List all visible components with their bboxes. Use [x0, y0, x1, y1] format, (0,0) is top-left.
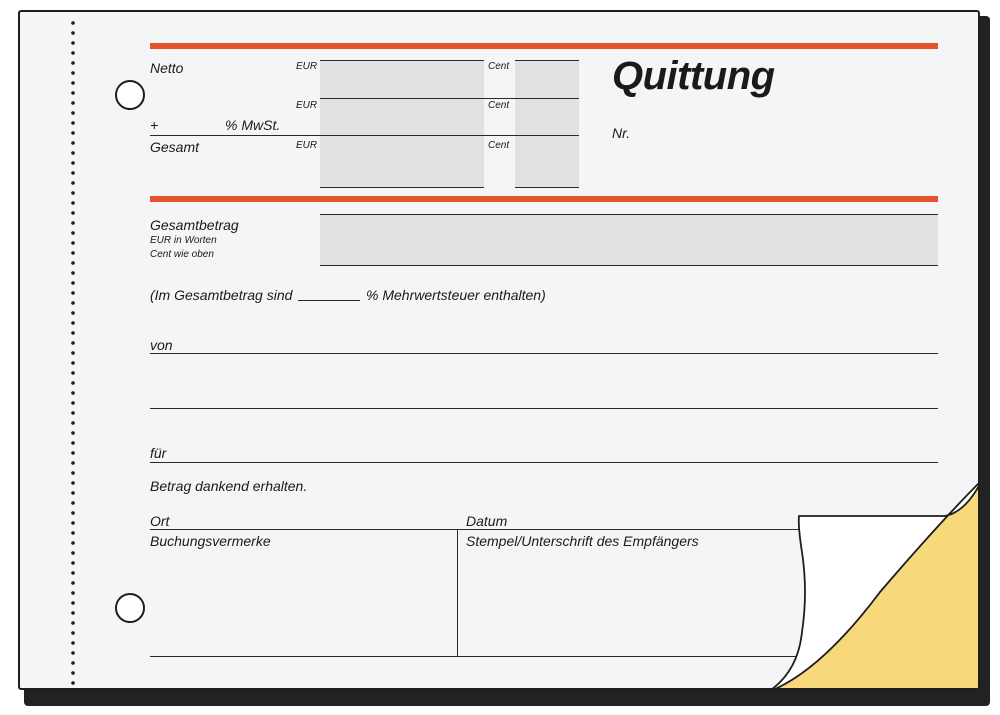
- datum-label: Datum: [466, 513, 508, 529]
- cent-as-above-label: Cent wie oben: [150, 249, 214, 260]
- stempel-label: Stempel/Unterschrift des Empfängers: [466, 533, 699, 549]
- eur-label-netto: EUR: [296, 61, 318, 72]
- tax-note-prefix: (Im Gesamtbetrag sind: [150, 287, 293, 303]
- von-label: von: [150, 337, 173, 353]
- page-curl: [20, 12, 980, 690]
- eur-in-words-label: EUR in Worten: [150, 235, 217, 246]
- tax-note-suffix: % Mehrwertsteuer enthalten): [366, 287, 546, 303]
- plus-label: +: [150, 117, 159, 133]
- cent-label-mwst: Cent: [488, 100, 510, 111]
- thanks-text: Betrag dankend erhalten.: [150, 478, 308, 494]
- fuer-label: für: [150, 445, 167, 461]
- netto-label: Netto: [150, 60, 184, 76]
- mwst-label: % MwSt.: [225, 117, 281, 133]
- buchungsvermerke-label: Buchungsvermerke: [150, 533, 271, 549]
- cent-label-netto: Cent: [488, 61, 510, 72]
- nr-label: Nr.: [612, 125, 631, 141]
- form-title: Quittung: [612, 54, 775, 98]
- ort-label: Ort: [150, 513, 170, 529]
- gesamtbetrag-label: Gesamtbetrag: [150, 217, 239, 233]
- cent-label-gesamt: Cent: [488, 140, 510, 151]
- eur-label-gesamt: EUR: [296, 140, 318, 151]
- eur-label-mwst: EUR: [296, 100, 318, 111]
- gesamt-label: Gesamt: [150, 139, 200, 155]
- receipt-form-sheet: [18, 10, 980, 690]
